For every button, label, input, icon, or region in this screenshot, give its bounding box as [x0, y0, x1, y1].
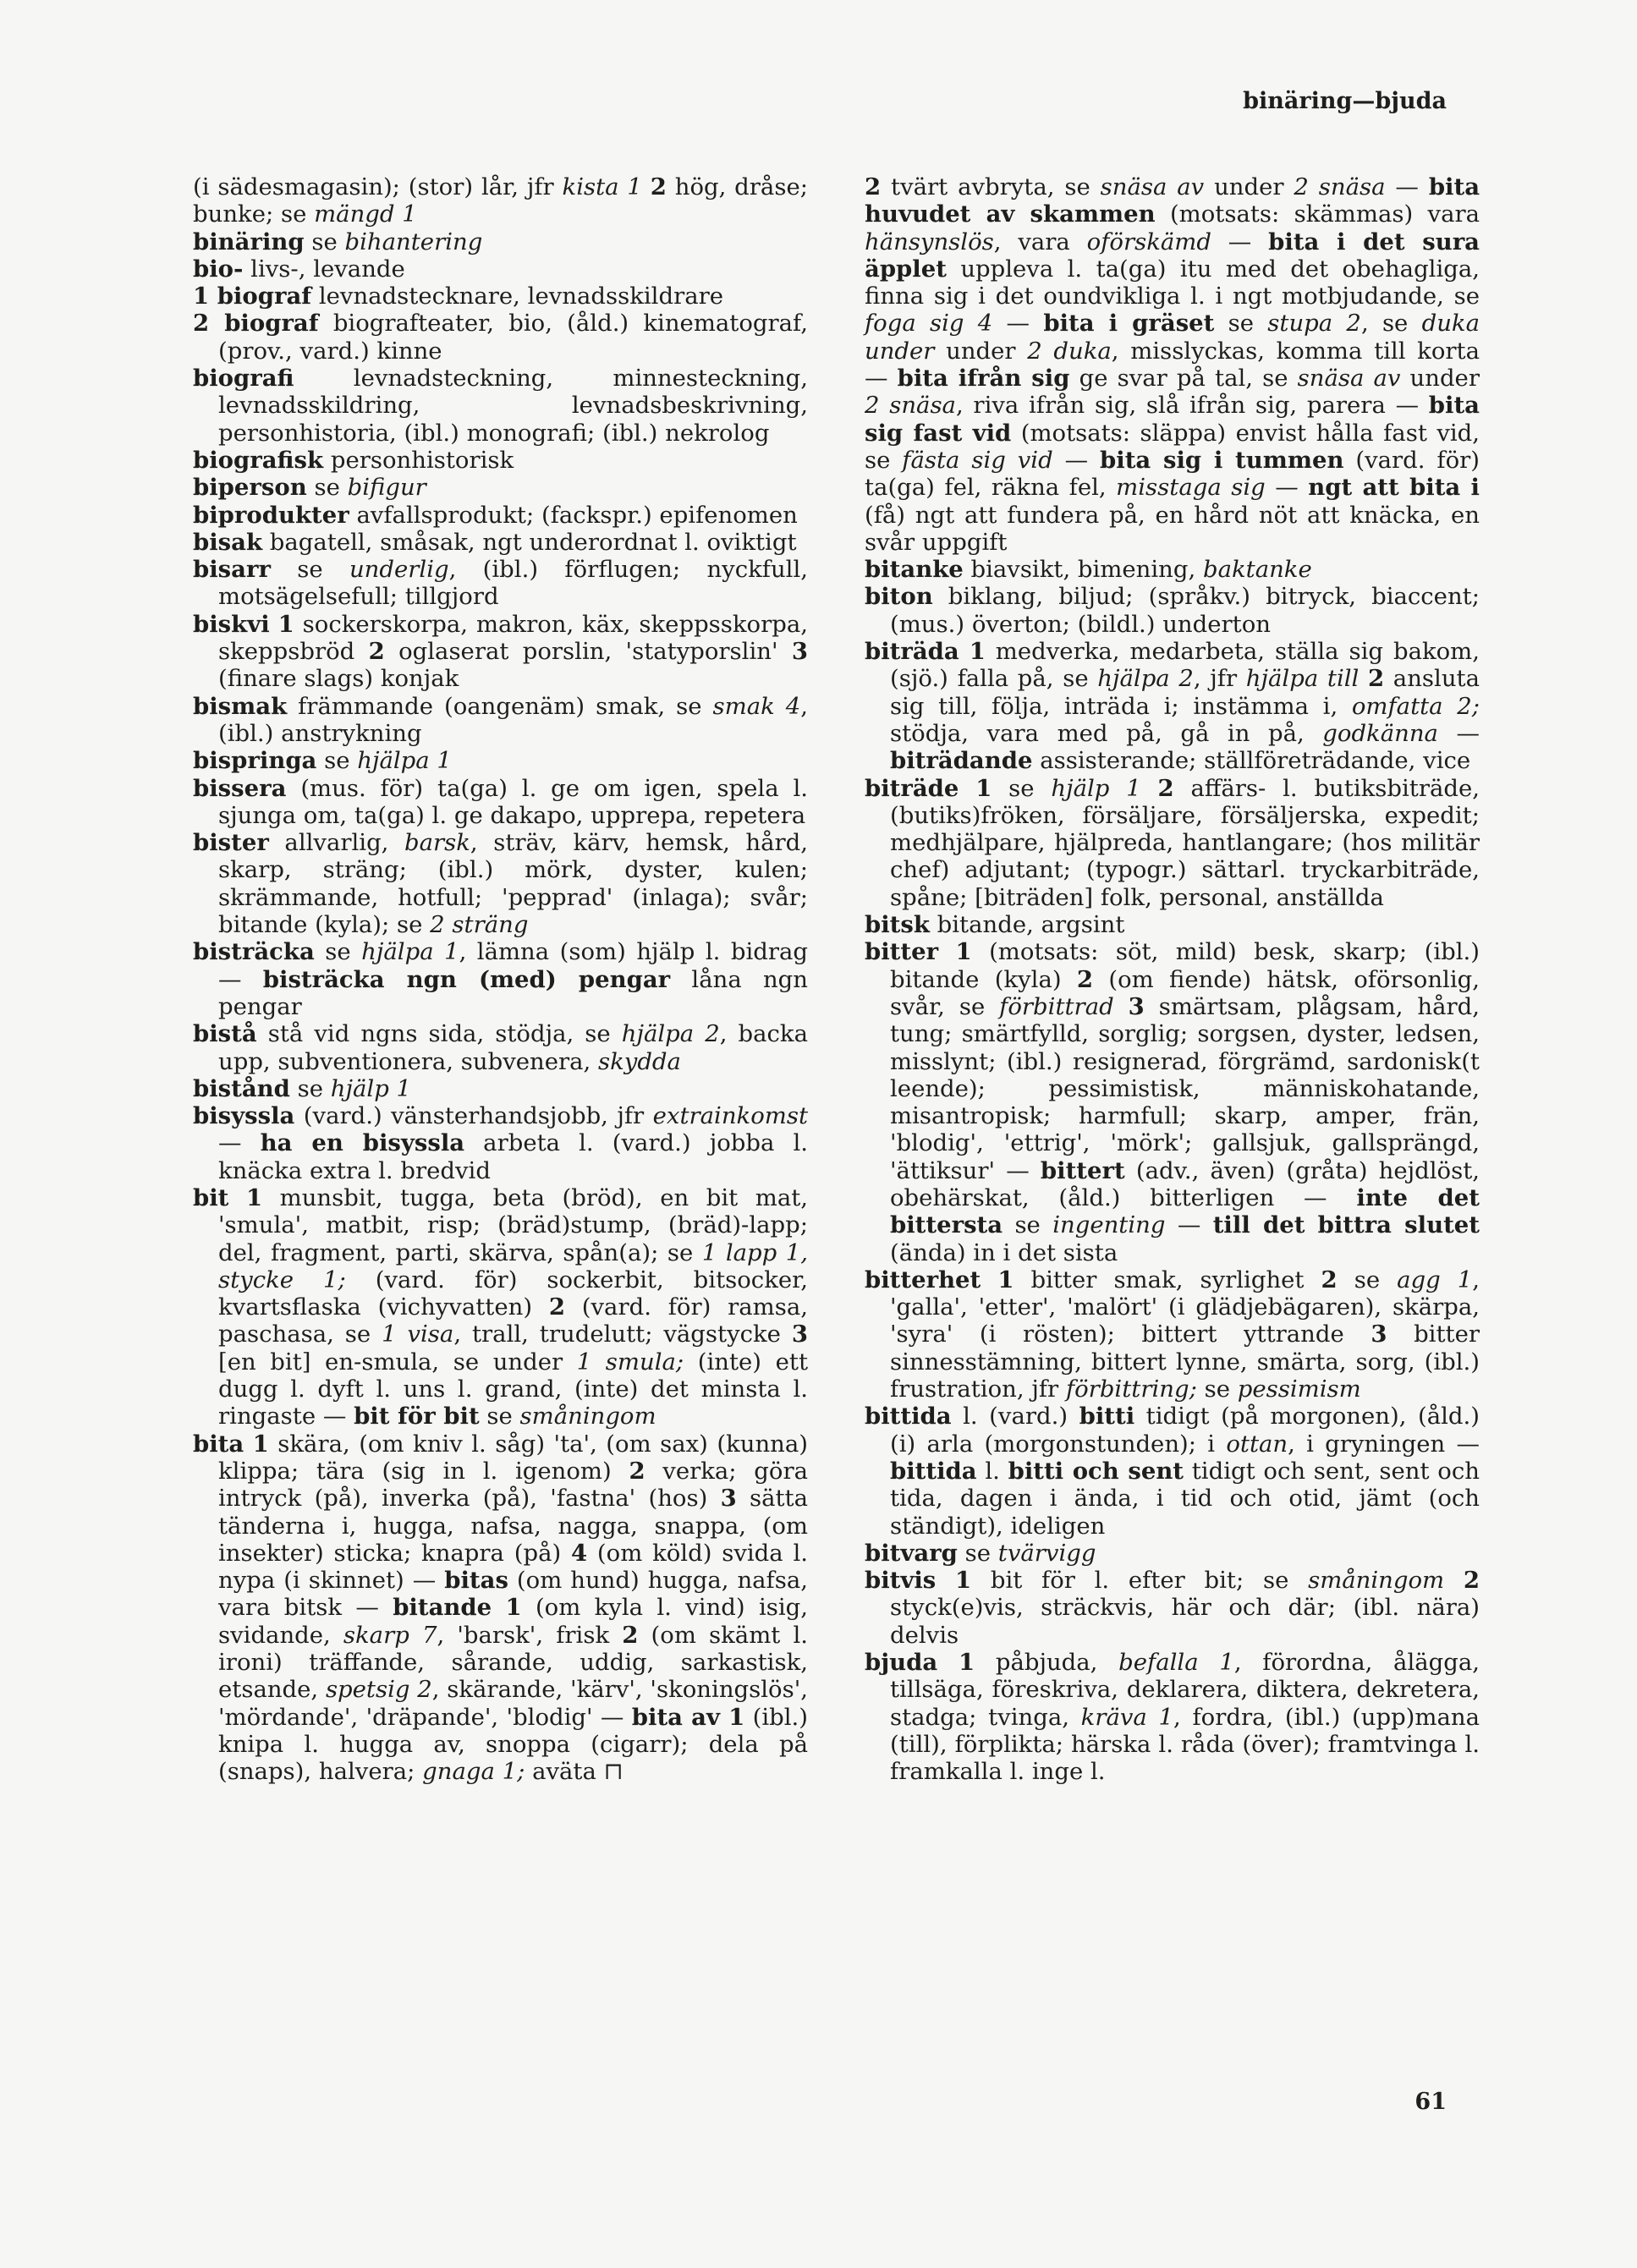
dictionary-entry: [193, 1431, 808, 1786]
entry-headword: biträda: [865, 638, 959, 666]
entry-headword: bitvis: [865, 1567, 937, 1595]
entry-headword: 1 biograf: [193, 283, 312, 310]
entry-headword: bita: [193, 1430, 244, 1458]
entry-definition: avfallsprodukt; (fackspr.) epifenomen: [349, 501, 798, 529]
entry-definition: 1 munsbit, tugga, beta (bröd), en bit mat, 'smula', matbit, risp; (bräd)stump, (bräd)-lapp; del, fragment, parti, skärva, spån(a); se 1 lapp 1, stycke 1; (vard. för) sockerbit, bitsocker, kvartsflaska (vichyvatten) 2 (vard. för) ramsa, paschasa, se 1 visa, trall, trudelutt; vägstycke 3 [en bit] en-smula, se under 1 smula; (inte) ett dugg l. dyft l. uns l. grand, (inte) det minsta l. ringaste — bit för bit se småningom: [218, 1183, 809, 1431]
dictionary-entry: [865, 638, 1480, 774]
dictionary-entry: [865, 1403, 1480, 1539]
entry-definition: biklang, biljud; (språkv.) bitryck, biaccent; (mus.) överton; (bildl.) underton: [890, 583, 1480, 638]
entry-definition: 1 se hjälp 1 2 affärs- l. butiksbiträde, (butiks)fröken, försäljare, försäljerska, expedit; medhjälpare, hjälpreda, hantlangare; (hos militär chef) adjutant; (typogr.) sättarl. tryckarbiträde, spåne; [biträden] folk, personal, anställda: [890, 774, 1480, 911]
entry-headword: bistånd: [193, 1074, 290, 1102]
dictionary-entry: [865, 583, 1480, 638]
entry-headword: biografisk: [193, 446, 324, 474]
entry-definition: 1 sockerskorpa, makron, käx, skeppsskorpa, skeppsbröd 2 oglaserat porslin, 'statyporslin' 3 (finare slags) konjak: [218, 610, 808, 693]
dictionary-entry: [193, 1184, 808, 1431]
dictionary-entry: [193, 775, 808, 830]
entry-headword: 2 biograf: [193, 310, 319, 338]
dictionary-entry: [193, 447, 808, 474]
entry-definition: (i sädesmagasin); (stor) lår, jfr kista 1 2 hög, dråse; bunke; se mängd 1: [193, 173, 808, 228]
entry-headword: binäring: [193, 228, 305, 255]
running-header: binäring—bjuda: [1243, 88, 1447, 114]
dictionary-entry: [193, 611, 808, 693]
entry-definition: se underlig, (ibl.) förflugen; nyckfull, motsägelsefull; tillgjord: [218, 556, 808, 611]
right-column: [865, 173, 1480, 1786]
entry-definition: allvarlig, barsk, sträv, kärv, hemsk, hård, skarp, sträng; (ibl.) mörk, dyster, kulen; skrämmande, hotfull; 'pepprad' (inlaga); svår; bitande (kyla); se 2 sträng: [218, 829, 809, 939]
entry-headword: biton: [865, 583, 933, 611]
entry-definition: 1 (motsats: söt, mild) besk, skarp; (ibl.) bitande (kyla) 2 (om fiende) hätsk, oförsonlig, svår, se förbittrad 3 smärtsam, plågsam, hård, tung; smärtfylld, sorglig; sorgsen, dyster, ledsen, misslynt; (ibl.) resignerad, förgrämd, sardonisk(t leende); pessimistisk, människohatande, misantropisk; harmfull; skarp, amper, frän, 'blodig', 'ettrig', 'mörk'; gallsjuk, gallsprängd, 'ättiksur' — bittert (adv., även) (gråta) hejdlöst, obehärskat, (åld.) bitterligen — inte det bittersta se ingenting — till det bittra slutet (ända) in i det sista: [890, 938, 1480, 1266]
entry-headword: bister: [193, 829, 269, 857]
entry-definition: se hjälpa 1, lämna (som) hjälp l. bidrag — bisträcka ngn (med) pengar låna ngn pengar: [218, 938, 808, 1020]
entry-definition: (mus. för) ta(ga) l. ge om igen, spela l. sjunga om, ta(ga) l. ge dakapo, upprepa, repetera: [218, 774, 808, 829]
entry-definition: stå vid ngns sida, stödja, se hjälpa 2, backa upp, subventionera, subvenera, skydda: [218, 1020, 808, 1075]
dictionary-entry: [865, 556, 1480, 583]
entry-definition: bagatell, småsak, ngt underordnat l. oviktigt: [262, 528, 797, 556]
dictionary-entry: [193, 283, 808, 310]
entry-definition: 1 bitter smak, syrlighet 2 se agg 1, 'galla', 'etter', 'malört' (i glädjebägaren), skärpa, 'syra' (i rösten); bittert yttrande 3 bitter sinnesstämning, bittert lynne, smärta, sorg, (ibl.) frustration, jfr förbittring; se pessimism: [890, 1266, 1480, 1403]
entry-headword: bio-: [193, 255, 244, 283]
entry-headword: bisyssla: [193, 1102, 295, 1130]
entry-headword: bjuda: [865, 1649, 938, 1677]
entry-definition: 1 bit för l. efter bit; se småningom 2 styck(e)vis, sträckvis, här och där; (ibl. nära) delvis: [890, 1567, 1480, 1649]
entry-definition: personhistorisk: [323, 446, 514, 474]
entry-headword: bisak: [193, 528, 263, 556]
entry-definition: biografteater, bio, (åld.) kinematograf, (prov., vard.) kinne: [218, 310, 808, 365]
entry-headword: bit: [193, 1183, 229, 1211]
entry-definition: se tvärvigg: [957, 1539, 1096, 1567]
dictionary-entry: [865, 775, 1480, 911]
entry-headword: bisträcka: [193, 938, 315, 966]
entry-headword: bitterhet: [865, 1266, 981, 1293]
entry-headword: biskvi: [193, 610, 270, 638]
dictionary-entry: [865, 911, 1480, 938]
dictionary-entry: [193, 173, 808, 228]
entry-definition: se hjälp 1: [289, 1074, 412, 1102]
dictionary-entry: [865, 1567, 1480, 1649]
dictionary-entry: [865, 1540, 1480, 1567]
dictionary-entry: [193, 529, 808, 556]
entry-definition: 1 skära, (om kniv l. såg) 'ta', (om sax) (kunna) klippa; tära (sig in l. igenom) 2 verka; göra intryck (på), inverka (på), 'fastna' (hos) 3 sätta tänderna i, hugga, nafsa, nagga, snappa, (om insekter) sticka; knapra (på) 4 (om köld) svida l. nypa (i skinnet) — bitas (om hund) hugga, nafsa, vara bitsk — bitande 1 (om kyla l. vind) isig, svidande, skarp 7, 'barsk', frisk 2 (om skämt l. ironi) träffande, sårande, uddig, sarkastisk, etsande, spetsig 2, skärande, 'kärv', 'skoningslös', 'mördande', 'dräpande', 'blodig' — bita av 1 (ibl.) knipa l. hugga av, snoppa (cigarr); dela på (snaps), halvera; gnaga 1; aväta ⊓: [218, 1430, 809, 1786]
entry-headword: bismak: [193, 692, 288, 720]
dictionary-entry: [193, 255, 808, 283]
entry-definition: livs-, levande: [243, 255, 405, 283]
left-column: [193, 173, 808, 1786]
dictionary-entry: [193, 1020, 808, 1075]
dictionary-entry: [193, 365, 808, 447]
dictionary-entry: [865, 1649, 1480, 1785]
dictionary-entry: [193, 228, 808, 255]
entry-headword: biperson: [193, 474, 307, 502]
dictionary-entry: [193, 502, 808, 529]
entry-headword: bissera: [193, 774, 287, 802]
entry-definition: se bifigur: [306, 474, 426, 502]
entry-definition: främmande (oangenäm) smak, se smak 4, (ibl.) anstrykning: [218, 692, 808, 747]
entry-definition: 1 påbjuda, befalla 1, förordna, ålägga, tillsäga, föreskriva, deklarera, diktera, dekretera, stadga; tvinga, kräva 1, fordra, (ibl.) (upp)mana (till), förplikta; härska l. råda (över); framtvinga l. framkalla l. inge l.: [890, 1649, 1480, 1786]
entry-headword: bitanke: [865, 556, 964, 584]
entry-definition: l. (vard.) bitti tidigt (på morgonen), (åld.) (i) arla (morgonstunden); i ottan, i gryningen — bittida l. bitti och sent tidigt och sent, sent och tida, dagen i ända, i tid och otid, jämt (och ständigt), ideligen: [890, 1403, 1480, 1540]
entry-headword: bitter: [865, 938, 939, 966]
dictionary-entry: [865, 173, 1480, 556]
entry-definition: se hjälpa 1: [316, 747, 452, 775]
dictionary-entry: [193, 747, 808, 774]
entry-headword: biträde: [865, 774, 959, 802]
entry-definition: 1 medverka, medarbeta, ställa sig bakom, (sjö.) falla på, se hjälpa 2, jfr hjälpa till 2 ansluta sig till, följa, inträda i; instämma i, omfatta 2; stödja, vara med på, gå in på, godkänna — biträdande assisterande; ställföreträdande, vice: [890, 638, 1480, 775]
entry-definition: biavsikt, bimening, baktanke: [963, 556, 1312, 584]
entry-definition: 2 tvärt avbryta, se snäsa av under 2 snäsa — bita huvudet av skammen (motsats: skämmas) vara hänsynslös, vara oförskämd — bita i det sura äpplet uppleva l. ta(ga) itu med det obehagliga, finna sig i det oundvikliga l. i ngt motbjudande, se foga sig 4 — bita i gräset se stupa 2, se duka under under 2 duka, misslyckas, komma till korta — bita ifrån sig ge svar på tal, se snäsa av under 2 snäsa, riva ifrån sig, slå ifrån sig, parera — bita sig fast vid (motsats: släppa) envist hålla fast vid, se fästa sig vid — bita sig i tummen (vard. för) ta(ga) fel, räkna fel, misstaga sig — ngt att bita i (få) ngt att fundera på, en hård nöt att knäcka, en svår uppgift: [865, 173, 1480, 556]
dictionary-entry: [865, 938, 1480, 1266]
entry-headword: bispringa: [193, 747, 317, 775]
entry-headword: bitsk: [865, 911, 930, 939]
dictionary-entry: [865, 1266, 1480, 1403]
dictionary-entry: [193, 310, 808, 365]
dictionary-entry: [193, 1075, 808, 1102]
entry-headword: bisarr: [193, 556, 271, 584]
entry-headword: biografi: [193, 365, 294, 393]
dictionary-entry: [193, 474, 808, 501]
dictionary-entry: [193, 693, 808, 748]
entry-headword: bistå: [193, 1020, 257, 1048]
entry-headword: bittida: [865, 1403, 952, 1431]
entry-definition: se bihantering: [304, 228, 483, 255]
dictionary-entry: [193, 938, 808, 1020]
dictionary-entry: [193, 829, 808, 938]
dictionary-entry: [193, 556, 808, 611]
page-number: 61: [1415, 2089, 1447, 2115]
entry-headword: bitvarg: [865, 1539, 958, 1567]
entry-definition: bitande, argsint: [929, 911, 1125, 939]
entry-definition: levnadsteckning, minnesteckning, levnadsskildring, levnadsbeskrivning, personhistoria, (ibl.) monografi; (ibl.) nekrolog: [218, 365, 808, 447]
entry-headword: biprodukter: [193, 501, 349, 529]
entry-definition: (vard.) vänsterhandsjobb, jfr extrainkomst — ha en bisyssla arbeta l. (vard.) jobba l. knäcka extra l. bredvid: [218, 1102, 808, 1184]
dictionary-entry: [193, 1102, 808, 1184]
entry-definition: levnadstecknare, levnadsskildrare: [311, 283, 724, 310]
